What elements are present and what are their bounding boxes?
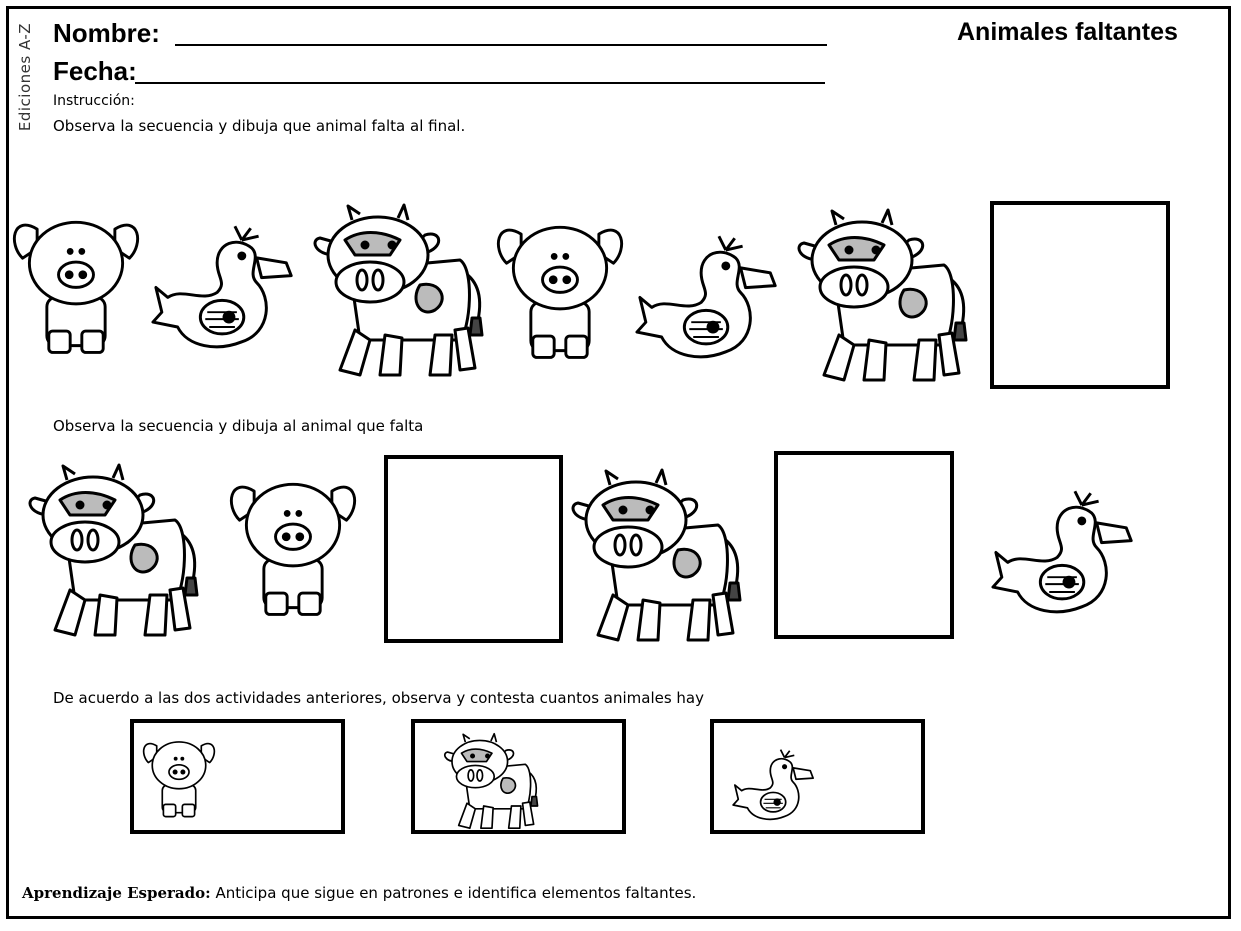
expected-learning-label: Aprendizaje Esperado: (22, 884, 211, 902)
date-label: Fecha: (53, 56, 137, 86)
answer-box[interactable] (990, 201, 1170, 389)
cow-image (794, 205, 974, 385)
pig-image (492, 205, 628, 370)
cow-image (433, 731, 551, 831)
publisher-mark: Ediciones A-Z (16, 22, 34, 132)
answer-box[interactable] (384, 455, 563, 643)
count-box-cow[interactable] (411, 719, 626, 834)
answer-box[interactable] (774, 451, 954, 639)
name-label: Nombre: (53, 18, 160, 48)
date-line[interactable] (135, 82, 825, 84)
name-line[interactable] (175, 44, 827, 46)
duck-image (988, 480, 1146, 625)
expected-learning-text: Anticipa que sigue en patrones e identifica elementos faltantes. (215, 884, 697, 902)
footer (22, 884, 696, 902)
cow-image (568, 465, 748, 645)
duck-image (148, 215, 306, 360)
activity2-text: Observa la secuencia y dibuja al animal que falta (53, 417, 424, 435)
cow-image (25, 460, 205, 640)
instruction-text: Observa la secuencia y dibuja que animal falta al final. (53, 117, 466, 135)
instruction-label: Instrucción: (53, 93, 135, 109)
count-box-pig[interactable] (130, 719, 345, 834)
cow-image (310, 200, 490, 380)
pig-image (225, 462, 361, 627)
duck-image (632, 225, 790, 370)
activity3-text: De acuerdo a las dos actividades anteriores, observa y contesta cuantos animales hay (53, 689, 704, 707)
duck-image (730, 745, 822, 825)
count-box-duck[interactable] (710, 719, 925, 834)
pig-image (8, 200, 144, 365)
page-title: Animales faltantes (957, 18, 1178, 46)
pig-image (140, 729, 218, 824)
